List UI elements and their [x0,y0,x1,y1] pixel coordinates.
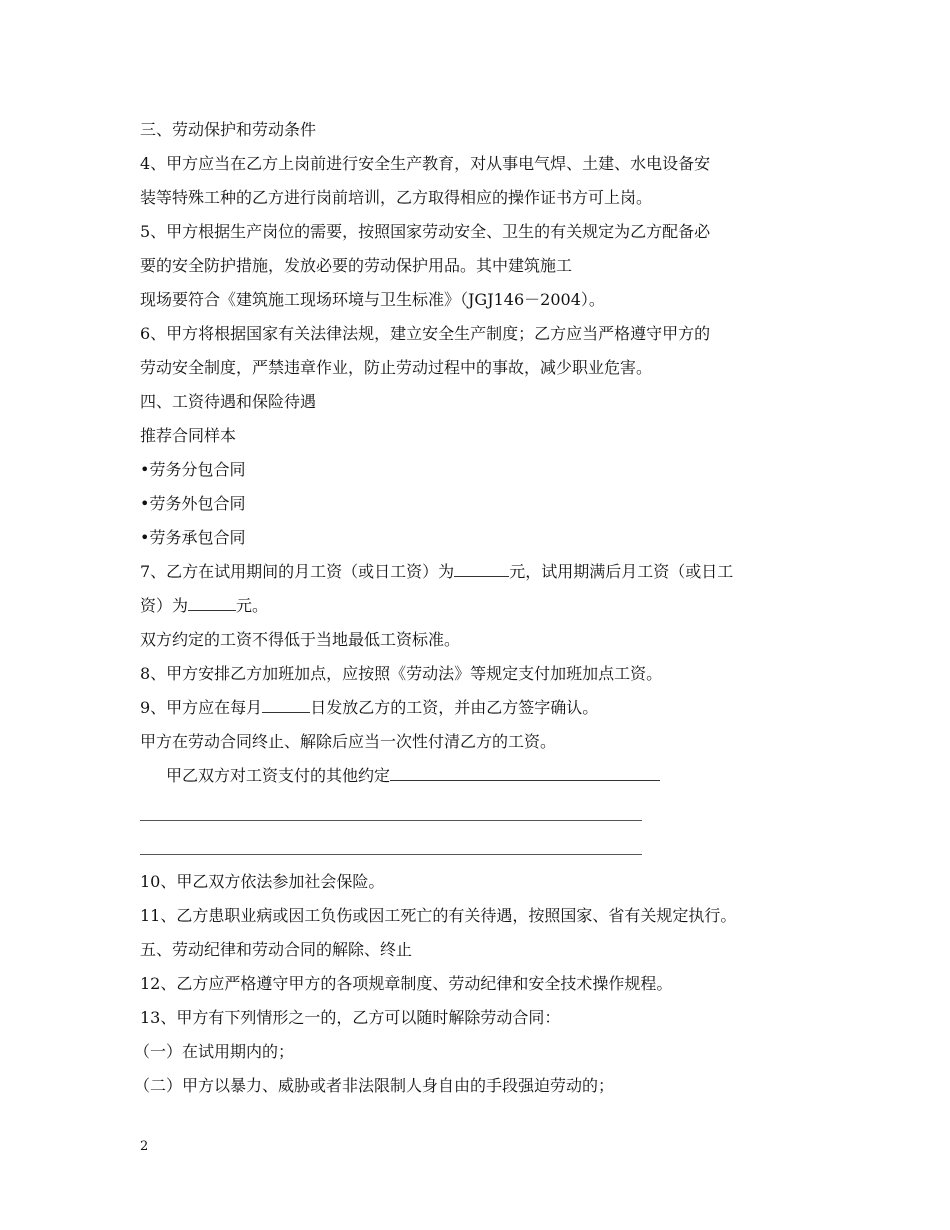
regular-wage-blank [188,596,236,611]
other-agreement-text: 甲乙双方对工资支付的其他约定 [166,766,391,785]
final-pay-note: 甲方在劳动合同终止、解除后应当一次性付清乙方的工资。 [140,732,557,751]
clause-4-line-1: 4、甲方应当在乙方上岗前进行安全生产教育，对从事电气焊、土建、水电设备安 [140,154,711,173]
clause-13-item-1: （一）在试用期内的； [134,1042,295,1061]
clause-5-line-1: 5、甲方根据生产岗位的需要，按照国家劳动安全、卫生的有关规定为乙方配备必 [140,222,711,241]
recommended-templates-heading: 推荐合同样本 [140,426,237,445]
clause-7-text-d: 元。 [236,596,269,615]
pay-day-blank [262,698,310,713]
clause-7-text-b: 元，试用期满后月工资（或日工 [509,562,734,581]
clause-7-line-1 [140,562,733,582]
other-agreement-line [166,766,660,786]
clause-12: 12、乙方应严格遵守甲方的各项规章制度、劳动纪律和安全技术操作规程。 [140,974,673,993]
clause-5-line-2: 要的安全防护措施，发放必要的劳动保护用品。其中建筑施工 [140,256,573,275]
clause-13-item-2: （二）甲方以暴力、威胁或者非法限制人身自由的手段强迫劳动的； [134,1076,615,1095]
clause-5-line-3: 现场要符合《建筑施工现场环境与卫生标准》（JGJ146－2004）。 [140,290,605,309]
template-link-outsourcing[interactable]: •劳务外包合同 [140,494,246,513]
clause-9-text-b: 日发放乙方的工资，并由乙方签字确认。 [310,698,599,717]
blank-rule-1 [140,820,642,821]
clause-6-line-2: 劳动安全制度，严禁违章作业，防止劳动过程中的事故，减少职业危害。 [140,358,653,377]
clause-7-text-c: 资）为 [140,596,189,615]
clause-11: 11、乙方患职业病或因工负伤或因工死亡的有关待遇，按照国家、省有关规定执行。 [140,906,737,925]
minimum-wage-note: 双方约定的工资不得低于当地最低工资标准。 [140,630,461,649]
section-heading-5: 五、劳动纪律和劳动合同的解除、终止 [140,940,413,959]
clause-8: 8、甲方安排乙方加班加点，应按照《劳动法》等规定支付加班加点工资。 [140,664,663,683]
template-link-contracting[interactable]: •劳务承包合同 [140,528,246,547]
template-link-subcontract[interactable]: •劳务分包合同 [140,460,246,479]
clause-9 [140,698,598,718]
section-heading-4: 四、工资待遇和保险待遇 [140,392,317,411]
clause-13: 13、甲方有下列情形之一的，乙方可以随时解除劳动合同： [140,1008,561,1027]
clause-10: 10、甲乙双方依法参加社会保险。 [140,872,385,891]
clause-4-line-2: 装等特殊工种的乙方进行岗前培训，乙方取得相应的操作证书方可上岗。 [140,188,653,207]
trial-wage-blank [454,562,509,577]
clause-7-line-2 [140,596,268,616]
clause-6-line-1: 6、甲方将根据国家有关法律法规，建立安全生产制度；乙方应当严格遵守甲方的 [140,324,711,343]
other-agreement-blank [390,766,660,781]
blank-rule-2 [140,854,642,855]
section-heading-3: 三、劳动保护和劳动条件 [140,120,317,139]
page-number: 2 [140,1139,149,1154]
clause-7-text-a: 7、乙方在试用期间的月工资（或日工资）为 [140,562,455,581]
clause-9-text-a: 9、甲方应在每月 [140,698,263,717]
